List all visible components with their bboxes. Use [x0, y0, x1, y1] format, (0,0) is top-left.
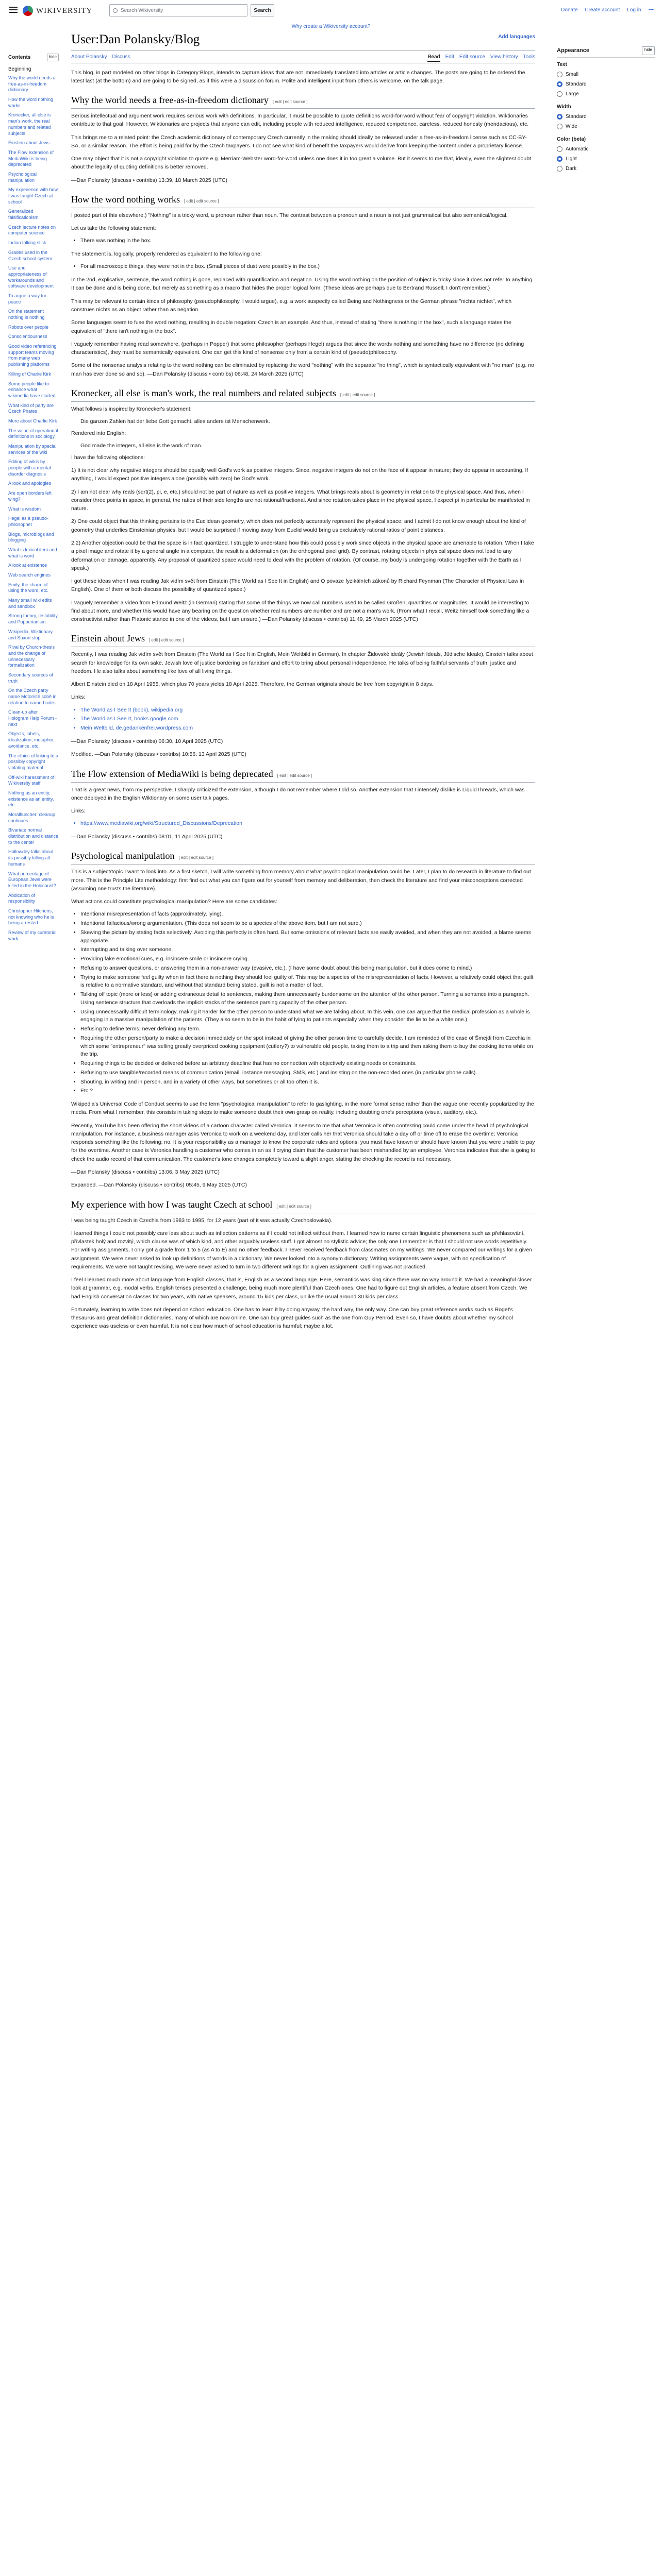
list-item: • Intentional fallacious/wrong argumentation. (This does not seem to be a species of the above item, but I am not sure.): [80, 920, 535, 928]
toc-item[interactable]: Objects, labels, idealization, metaphor, avoidance, etc.: [8, 731, 55, 749]
list-item: • Providing fake emotional cues, e.g. insincere smile or insincere crying.: [80, 955, 535, 963]
list-item: • Requiring the other person/party to make a decision immediately on the spot instead of giving the other person time to carefully decide. I am reminded of the case of Šmejdi from Czechia in which some "entrepreneur" was selling greatly overpriced cooking equipment (cutlery?) to vulnerable old people, taking them to a trip and then asking them to buy the cooking items while on the trip.: [80, 1035, 535, 1059]
paragraph: 2.2) Another objection could be that the space is in fact quantized. I struggle to understand how this could possibly work since objects in the physical space are amenable to rotation. When I take a pixel image and rotate it by a general angle in a computer, the result is a deformation (on the orthogonal pixel grid). By contrast, rotating objects in physical space does not lead to any deformation or damage, apparently. Any proposal of quantized space would need to deal with the problem of rotation. (Of course, my body is undergoing rotation together with the Earth as I speak.): [71, 540, 534, 571]
links-list: [80, 706, 535, 733]
list-item: • Etc.?: [80, 1087, 535, 1095]
toc-list: [8, 75, 59, 942]
section-heading: Kronecker, all else is man's work, the real numbers and related subjects [ edit | edit source ]: [71, 386, 535, 402]
links-label: Links:: [71, 694, 86, 701]
paragraph: 2) One could object that this thinking pertains to the Euclidean geometry, which does not perfectly accurately represent the physical space; and I admit I do not know enough about the kind of geometry that underlies Einsteinian physics, but I would be surprised if moving away from Euclid would bring us exclusively rational ratios of point distances.: [71, 518, 526, 533]
appearance-title: Appearance: [557, 47, 589, 54]
list-item: • For all macroscopic things, they were not in the box. (Small pieces of dust were possibly in the box.): [80, 263, 535, 271]
external-link[interactable]: • The World as I See It, books.google.com: [80, 715, 535, 723]
width-group: [557, 103, 655, 130]
list-item: • Refusing to use tangible/recorded means of communication (email, instance messaging, SMS, etc.) and insisting on the non-recorded ones (in particular phone calls).: [80, 1069, 535, 1077]
external-link[interactable]: • https://www.mediawiki.org/wiki/Structured_Discussions/Deprecation: [80, 820, 535, 828]
bullet-list: [80, 263, 535, 271]
toc-item[interactable]: The ethics of linking to a possibly copyright violating material: [8, 753, 59, 770]
page-title: User:Dan Polansky/Blog: [71, 30, 535, 51]
toc-item[interactable]: Moralfluncher: cleanup continues: [8, 812, 56, 823]
login-link[interactable]: Log in: [627, 7, 641, 13]
width-label: Width: [557, 104, 571, 110]
paragraph: What actions could constitute psychological manipulation? Here are some candidates:: [71, 899, 277, 905]
account-banner: [0, 23, 662, 30]
site-logo[interactable]: [23, 5, 92, 17]
toc-item[interactable]: Robots over people: [8, 324, 49, 330]
color-label: Color (beta): [557, 136, 586, 142]
edit-section-link[interactable]: [ edit | edit source ]: [184, 198, 219, 204]
toc-item[interactable]: Hegel as a pseudo-philosopher: [8, 516, 49, 527]
paragraph: I was being taught Czech in Czechia from 1983 to 1995, for 12 years (part of it was actually Czechoslovakia).: [71, 1217, 333, 1224]
toc-item[interactable]: Hollowdey talks about its possibly killing all humans: [8, 849, 54, 867]
quote: Die ganzen Zahlen hat der liebe Gott gemacht, alles andere ist Menschenwerk.: [80, 418, 270, 425]
search-icon: [113, 8, 118, 13]
more-options-icon[interactable]: •••: [648, 7, 654, 13]
list-item: • Skewing the picture by stating facts selectively. Avoiding this perfectly is often hard. But some omissions of relevant facts are easily avoided, and when they are not avoided, a blame seems appropriate.: [80, 929, 535, 945]
toc-item[interactable]: Use and appropriateness of workarounds and software development: [8, 265, 54, 289]
signature: Modified. —Dan Polansky (discuss • contribs) 10:56, 13 April 2025 (UTC): [71, 751, 246, 758]
width-wide-radio[interactable]: Wide: [557, 123, 655, 130]
links-label: Links:: [71, 808, 86, 815]
toc-item[interactable]: Manipulation by special services of the wiki: [8, 444, 57, 455]
toc-item[interactable]: Indian talking stick: [8, 240, 46, 246]
list-item: • Talking off topic (more or less) or adding extraneous detail to sentences, making them unnecessarily burdensome on the attention of the other person. Turning a sentence into a paragraph. Using sentence structure that overloads the implicit stacks of the sentence parsing capacity of the other person.: [80, 991, 535, 1007]
paragraph: I learned things I could not possibly care less about such as inflection patterns as if I could not inflect without them. I learned how to name certain linguistic phenomena such as přehlasování, přívlastek holý and rozvitý, which clause was of which kind, and other arguably useless stuff. I got almost no stylistic advice; the only one I remember is that I should not use words repetitively. For writing assignments, I only got a grade from 1 to 5 (as A to E) and no other feedback. I never received feedback from classmates on my writings. We never compared our writings for a given assignment. We were never asked to look up definitions of words in a dictionary. We never looked into a synonym dictionary. Writing assignments were vague, with no specification of requirements. We were not taught revising. We were never asked to turn in two different writings for a given assignment. Outlining was not practiced.: [71, 1230, 532, 1270]
paragraph: 1) It is not clear why negative integers should be equally well God's work as positive integers. Since, negative integers do not on the face of it appear in nature; they do appear in accounting. If anything, I would expect positive integers alone (possibly with zero) be God's work.: [71, 467, 528, 482]
section-heading: Einstein about Jews [ edit | edit source ]: [71, 632, 535, 647]
signature: —Dan Polansky (discuss • contribs) 13:39, 18 March 2025 (UTC): [71, 177, 228, 183]
toc-item[interactable]: A look at existence: [8, 563, 47, 568]
paragraph: I vaguely remember having read somewhere, (perhaps in Popper) that some philosopher (perhaps Hegel) argues that since the words nothing and something have no difference (no defining characteristics), they must be semantically equivalent. One can get this kind of nonsense only from a certain kind of (pseudo)philosophy.: [71, 341, 524, 356]
paragraph: That is a great news, from my perspective. I sharply criticized the extension, although I do not remember where I did so. Another extension that I intensely dislike is LiquidThreads, which was once deployed in the English Wiktionary on some user talk pages.: [71, 786, 525, 801]
main-content: [71, 30, 535, 1335]
site-name: WIKIVERSITY: [36, 7, 93, 15]
list-item: • Refusing to define terms; never defining any term.: [80, 1025, 535, 1033]
width-standard-radio[interactable]: Standard: [557, 113, 655, 121]
signature: Expanded. —Dan Polansky (discuss • contribs) 05:45, 9 May 2025 (UTC): [71, 1182, 247, 1189]
site-header: [0, 0, 662, 21]
toc-item[interactable]: The Flow extension of MediaWiki is being deprecated: [8, 149, 54, 167]
edit-section-link[interactable]: [ edit | edit source ]: [340, 392, 375, 397]
paragraph: Serious intellectual and argument work requires serious work with definitions. In particular, it must be possible to quote definitions word-for-word without fear of copyright violation. Wiktionaries contribute to that goal. However, Wiktionaries are projects that anyone can edit, including people with reduced intelligence, reduced competence, careless, reduced honesty (mendacious), etc.: [71, 113, 529, 128]
list-item: • Intentional misrepresentation of facts (approximately, lying).: [80, 910, 535, 919]
quote: God made the integers, all else is the work of man.: [80, 443, 203, 449]
toc-header: [8, 54, 59, 61]
paragraph: What follows is inspired by Kronecker's statement:: [71, 405, 192, 412]
toc-item[interactable]: Bivariate normal distribution and distance to the center: [8, 827, 59, 845]
paragraph: Albert Einstein died on 18 April 1955, which plus 70 years yields 18 April 2025. Therefore, the German originals should be free from copyright in 8 days.: [71, 681, 434, 688]
section-heading: How the word nothing works [ edit | edit source ]: [71, 193, 535, 208]
toc-item[interactable]: What kind of party are Czech Pirates: [8, 402, 54, 414]
tab-tools[interactable]: Tools: [523, 54, 535, 60]
paragraph: I feel I learned much more about language from English classes, that is, English as a second language. Here, semantics was king since there was no way around it. We had a meaningful closer look at grammar, e.g. modal verbs. English tenses presented a challenge, being much more plentiful than Czech ones. One had to figure out English articles, a feature absent from Czech. We had English conversation classes for two years, with native speakers, around 15 kids per class, unlike the usual around 30 kids per class.: [71, 1277, 532, 1300]
paragraph: Fortunately, learning to write does not depend on school education. One has to learn it by doing anyway, the hard way, the only way. One can buy great reference works such as Roget's thesaurus and great definition dictionaries, many of which are now online. One can buy great guides such as the one from Guy Penrod. Even so, I have doubts about whether my school experience was useless or even harmful. It is not clear how much of school education is harmful; maybe a lot.: [71, 1306, 513, 1330]
personal-tools: [561, 6, 654, 14]
paragraph: Recently, YouTube has been offering the short videos of a cartoon character called Veronica. It seems to me that what Veronica is often contesting could come under the head of psychological manipulation. For instance, a business manager asks Veronica to work on a weekend day, and later calls her that Veronica should take a day off or time off to erase the overtime; Veronica responds something like the following: no. It is your responsibility as a manager to know the corporate rules and options; you must have known or should have known that you were unable to pay for the overtime. Another case is Veronica handling a customer who comes in an as if crying claim that the customer has been mishandled by an employee. Veronica indicates that she is going to check the audio record of that communication. The customer's tone changes completely toward a slight anger, stating the checking the record is not necessary.: [71, 1122, 535, 1162]
toc-item[interactable]: Clean-up after Hologram Help Forum - next: [8, 709, 57, 727]
toc-item[interactable]: Einstein about Jews: [8, 140, 50, 146]
toc-beginning[interactable]: Beginning: [8, 66, 31, 72]
toc-item[interactable]: Emily, the charm of using the word, etc.: [8, 582, 49, 594]
list-item: • Using unnecessarily difficult terminology, making it harder for the other person to understand what we are talking about. In this vein, one can argue that the medical profession as a whole is engaging in a massive manipulation of the patients. (They also seem to be in the habit of lying to patients especially when they consider the lie to be a white one.): [80, 1008, 535, 1025]
toc-item[interactable]: Are open borders left wing?: [8, 490, 52, 502]
section-heading: The Flow extension of MediaWiki is being deprecated [ edit | edit source ]: [71, 767, 535, 783]
paragraph: This brings me to a related point: the Czech academic dictionary of contemporary Czech currently in the making should ideally be released under a free-as-in-freedom license such as CC-BY-SA, or a similar reason. The effort is being paid for by the Czech taxpayers. I do not see what kind of benefit the taxpayers would derive from keeping the content under a proprietary license.: [71, 134, 527, 149]
tab-view-history[interactable]: View history: [490, 54, 518, 60]
toc-item[interactable]: Wikipedia, Wiktionary and Saxon stop: [8, 629, 53, 640]
tab-read[interactable]: Read: [427, 53, 440, 62]
bullet-list: [80, 910, 535, 1095]
toc-item[interactable]: What is lexical item and what is word: [8, 547, 57, 558]
edit-section-link[interactable]: [ edit | edit source ]: [277, 773, 312, 778]
search-placeholder: Search Wikiversity: [121, 7, 163, 13]
text-size-label: Text: [557, 61, 567, 67]
color-dark-radio[interactable]: Dark: [557, 165, 655, 173]
toc-item[interactable]: Review of my curatorial work: [8, 930, 57, 941]
paragraph: 2) I am not clear why reals (sqrt(2), pi, e, etc.) should not be part of nature as well as positive integers. What brings reals about is geometry in relation to the physical space. And thus, when I consider three points in space, in general, the ratios of their side lengths are not rational/fractional. And since rotation takes place in the physical space, I expect pi in particular be manifested in nature.: [71, 488, 530, 512]
wikiversity-logo-icon: [23, 6, 33, 16]
tab-discuss[interactable]: Discuss: [112, 54, 130, 60]
paragraph: I got these ideas when I was reading Jak vidím svět from Einstein (The World as I See It in English) and O povaze fyzikálních zákonů by Richard Feynman (The Character of Physical Law in English). One of them or both discuss the possibility of quantized space.): [71, 578, 524, 593]
list-item: • Refusing to answer questions, or answering them in a non-answer way (evasive, etc.). (I have some doubt about this being manipulation, but it does come to mind.): [80, 964, 535, 973]
toc-title: Contents: [8, 55, 31, 60]
toc-item[interactable]: Psychological manipulation: [8, 171, 37, 183]
toc-item[interactable]: Blogs, microblogs and blogging: [8, 531, 54, 543]
toc-item[interactable]: What is wisdom: [8, 506, 41, 512]
toc-hide-button[interactable]: hide: [47, 54, 59, 61]
create-account-link[interactable]: Create account: [585, 7, 620, 13]
list-item: • There was nothing in the box.: [80, 237, 535, 245]
signature: —Dan Polansky (discuss • contribs) 13:06, 3 May 2025 (UTC): [71, 1168, 220, 1175]
paragraph: Some of the nonsense analysis relating to the word nothing can be eliminated by replacing the word "nothing" with the separate "no thing", which is syntactically equivalent with "no man" (e.g. no man has ever done so and so). —Dan Polansky (discuss • contribs) 06:48, 24 March 2025 (UTC): [71, 362, 534, 377]
toc-item[interactable]: Rival by Church-thesis and the change of unnecessary formalization: [8, 645, 55, 668]
paragraph: One may object that it is not a copyright violation to quote e.g. Merriam-Webster word-for-word unless one does it in too great a volume. But it seems to me that, ideally, even the slightest doubt about the legality of quoting definitions is better removed.: [71, 156, 531, 171]
toc-item[interactable]: Web search engines: [8, 572, 51, 578]
paragraph: I posted part of this elsewhere.) "Nothing" is a tricky word, a pronoun rather than noun. The contrast between a pronoun and a noun is not just grammatical but also semantical/logical.: [71, 212, 508, 218]
toc-item[interactable]: Editing of wikis by people with a mental disorder diagnosis: [8, 459, 51, 477]
toc-item[interactable]: Some people like to enhance what wikimedia have started: [8, 381, 56, 398]
toc-item[interactable]: The value of operational definitions in sociology: [8, 428, 58, 439]
list-item: • Trying to make someone feel guilty when in fact there is nothing they should feel guilty of. This may be a species of the misrepresentation of facts. However, a relatively could object that guilt is relative to a normative standard, and without that standard being stated, guilt is not a matter of fact.: [80, 974, 535, 990]
toc-item[interactable]: On the statement nothing is nothing: [8, 309, 45, 320]
toc-item[interactable]: Czech lecture notes on computer science: [8, 224, 56, 236]
search-button[interactable]: Search: [251, 4, 274, 16]
signature: —Dan Polansky (discuss • contribs) 08:01, 11 April 2025 (UTC): [71, 834, 223, 840]
toc-item[interactable]: Christopher Hitchens, not knowing who he is being arrested: [8, 908, 54, 926]
appearance-panel: [557, 46, 655, 178]
paragraph: Let us take the following statement:: [71, 225, 156, 232]
paragraph: Wikipedia's Universal Code of Conduct seems to use the term "psychological manipulation" to refer to gaslighting, in the more formal sense rather than the vague one recently popularized by the media. From what I remember, this consists in taking steps to make someone doubt their own grasp on reality, including doubting one's perceptions (visual, auditory, etc.).: [71, 1101, 534, 1116]
external-link[interactable]: • Mein Weltbild, de.gedankenfrei.wordpress.com: [80, 724, 535, 733]
color-group: [557, 135, 655, 173]
toc-item[interactable]: Nothing as an entity; existence as an entity, etc.: [8, 790, 54, 808]
list-item: • Shouting, in writing and in person, and in a variety of other ways, but sometimes or all too often it is.: [80, 1078, 535, 1087]
paragraph: I have the following objections:: [71, 454, 145, 461]
toc-item[interactable]: Many small wiki edits and sandbox: [8, 598, 52, 609]
why-create-account-link[interactable]: Why create a Wikiversity account?: [291, 24, 371, 29]
main-menu-icon[interactable]: [8, 5, 19, 15]
color-automatic-radio[interactable]: Automatic: [557, 145, 655, 153]
section-heading: Why the world needs a free-as-in-freedom dictionary [ edit | edit source ]: [71, 93, 535, 109]
add-languages-button[interactable]: Add languages: [498, 34, 535, 40]
toc-item[interactable]: Conscientiousness: [8, 334, 47, 340]
toc-item[interactable]: Secondary sources of truth: [8, 672, 54, 684]
toc-item[interactable]: A look and apologies: [8, 481, 52, 486]
search-input[interactable]: [109, 4, 247, 16]
bullet-list: [80, 237, 535, 245]
donate-link[interactable]: Donate: [561, 7, 578, 13]
toc-item[interactable]: Off-wiki harassment of Wikiversity staff: [8, 774, 55, 786]
tab-edit-source[interactable]: Edit source: [459, 54, 485, 60]
paragraph: The statement is, logically, properly rendered as equivalent to the following one:: [71, 251, 262, 258]
paragraph: Recently, I was reading Jak vidím svět from Einstein (The World as I See It in English, Mein Weltbild in German). In chapter Židovské ideály (Jewish Ideals, Jüdische Ideale), Einstein talks about search for knowledge for its own sake, Jewish love of justice bordering on fanatism and effort to bring about personal independence. He talks of being faithful servants of truth, justice and freedom. He also talks about something like love of all living things.: [71, 651, 533, 674]
section-heading: Psychological manipulation [ edit | edit source ]: [71, 849, 535, 865]
paragraph: I vaguely remember a video from Edmund Weitz (in German) stating that some of the things we now call numbers used to be called Größen, quantities or magnitudes. It would be interesting to find about more, and whether this would have any bearing on the question whether real numbers are number and are not a man's work. (From what I recall, Weitz himself took something like a constructivist rather than Platonic stance in one of the videos, but I am unsure.) —Dan Polansky (discuss • contribs) 11:49, 25 March 2025 (UTC): [71, 599, 529, 623]
text-size-small-radio[interactable]: Small: [557, 71, 655, 78]
paragraph: In the 2nd, explicative, sentence, the word nothing is gone, replaced with quantification and negation. Using the word nothing on the position of subject is tricky since it does not refer to anything. It can be done and is being done, but merely as something as a macro that hides the proper logical form. (These ideas are perhaps due to Bertrand Russell; I don't remember.): [71, 277, 534, 292]
toc-item[interactable]: Grades used in the Czech school system: [8, 249, 53, 261]
toc-item[interactable]: On the Czech party name Motoristé sobě in relation to named rules: [8, 688, 57, 705]
edit-section-link[interactable]: [ edit | edit source ]: [178, 855, 213, 860]
toc-item[interactable]: Killing of Charlie Kirk: [8, 371, 52, 377]
table-of-contents: [8, 54, 59, 945]
edit-section-link[interactable]: [ edit | edit source ]: [272, 99, 308, 105]
text-size-standard-radio[interactable]: Standard: [557, 80, 655, 88]
color-light-radio[interactable]: Light: [557, 155, 655, 163]
toc-item[interactable]: My experience with how I was taught Czech at school: [8, 187, 58, 205]
toc-item[interactable]: Strong theory, testability and Popperianism: [8, 613, 58, 625]
toc-item[interactable]: Why the world needs a free-as-in-freedom dictionary: [8, 75, 56, 93]
list-item: • Requiring things to be decided or delivered before an arbitrary deadline that has no connection with objectively existing needs or constraints.: [80, 1060, 535, 1068]
toc-item[interactable]: Good video referencing support teams moving from many web publishing platforms: [8, 344, 57, 367]
tab-edit[interactable]: Edit: [445, 54, 454, 60]
toc-item[interactable]: Kronecker, all else is man's work, the real numbers and related subjects: [8, 112, 51, 136]
external-link[interactable]: • The World as I See It (book), wikipedia.org: [80, 706, 535, 715]
list-item: • Interrupting and talking over someone.: [80, 946, 535, 954]
paragraph: Rendered into English:: [71, 430, 126, 436]
links-list: [80, 820, 535, 828]
toc-item[interactable]: What percentage of European Jews were killed in the Holocaust?: [8, 871, 56, 888]
paragraph: This may be relevant to certain kinds of philosophy (pseudophilosophy, I would argue), e.g. a work suspectly called Being and Nothingness or the German phrase "nichts nichtet", which construes nichts as an object rather than as negation.: [71, 298, 512, 313]
edit-section-link[interactable]: [ edit | edit source ]: [148, 638, 184, 643]
appearance-hide-button[interactable]: hide: [642, 46, 655, 55]
tab-user-page[interactable]: About Polansky: [71, 54, 107, 60]
page-tabs: [71, 53, 535, 63]
toc-item[interactable]: Generalized falsificationism: [8, 209, 39, 221]
section-heading: My experience with how I was taught Czech at school [ edit | edit source ]: [71, 1198, 535, 1213]
text-size-large-radio[interactable]: Large: [557, 90, 655, 98]
paragraph: Some languages seem to fuse the word nothing, resulting in double negation: Czech is an example. And thus, instead of stating "there is nothing in the box", such a language states the equivalent of "there isn't nothing in the box".: [71, 319, 511, 334]
edit-section-link[interactable]: [ edit | edit source ]: [276, 1204, 311, 1209]
toc-item[interactable]: How the word nothing works: [8, 97, 54, 108]
paragraph: This is a subject/topic I want to look into. As a first sketch, I will write something from memory about what psychological manipulation could be. Later, I plan to do research in literature to find out more. This is the Principle Lite methodology: first find out what you can figure out for yourself from memory and deliberation, then check the literature and find your misconceptions corrected (assuming one trusts the literature).: [71, 869, 531, 892]
appearance-header: [557, 46, 655, 58]
text-size-group: [557, 61, 655, 98]
toc-item[interactable]: To argue a way for peace: [8, 293, 47, 304]
toc-item[interactable]: More about Charlie Kirk: [8, 418, 57, 423]
signature: —Dan Polansky (discuss • contribs) 06:30, 10 April 2025 (UTC): [71, 738, 223, 744]
intro-paragraph: This blog, in part modeled on other blogs in Category:Blogs, intends to capture ideas that are not immediately translated into articles or article changes. The posts are going to be ordered the latest last (at the bottom) and are going to be signed, as if this were a discussion forum. Polite and intelligent input from others is welcome, on the talk page.: [71, 69, 525, 84]
toc-item[interactable]: Abdication of responsibility: [8, 892, 36, 904]
